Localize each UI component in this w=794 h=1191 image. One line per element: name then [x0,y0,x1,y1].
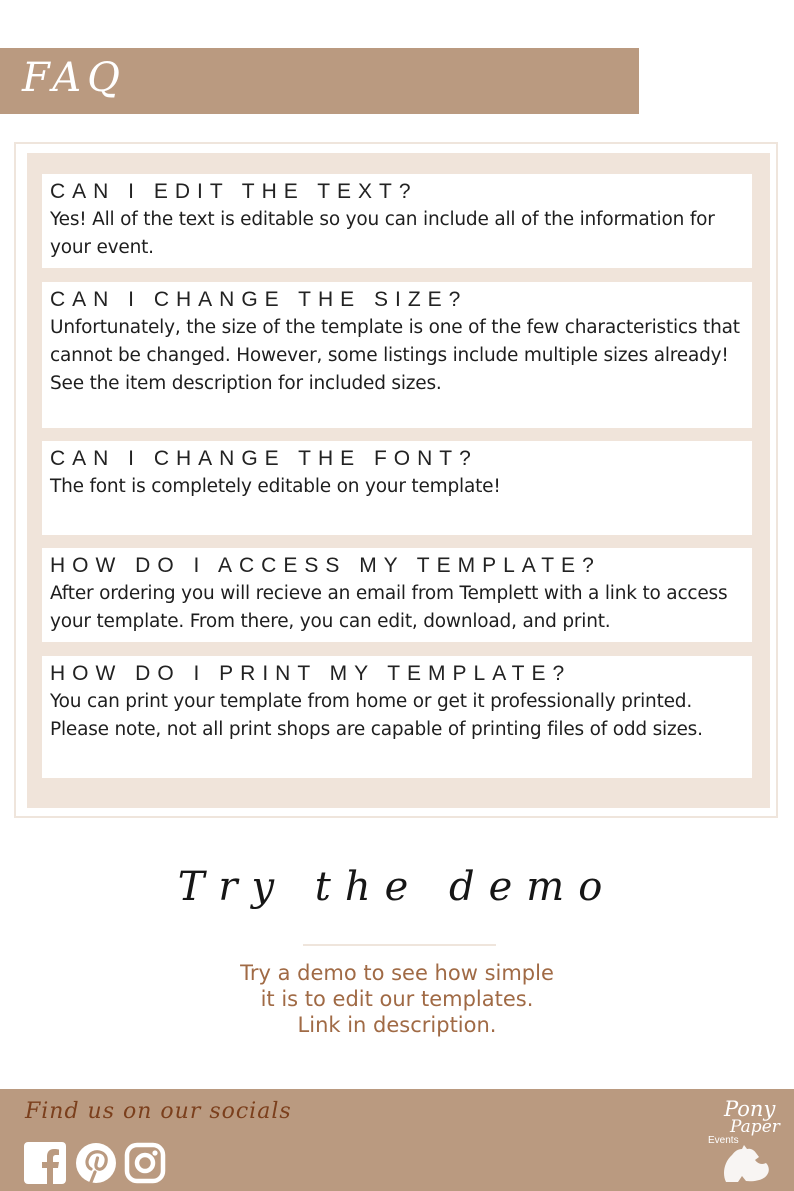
faq-question: CAN I CHANGE THE SIZE? [50,288,468,311]
faq-card-change-size [42,282,752,428]
faq-title: FAQ [22,55,126,101]
faq-card-print-template [42,656,752,778]
brand-logo-mid: Paper [730,1117,780,1137]
faq-answer: After ordering you will recieve an email from Templett with a link to access your template. From there, you can edit, download, and print. [50,583,728,632]
demo-divider [303,944,496,946]
faq-card-edit-text [42,174,752,268]
facebook-icon[interactable] [24,1142,66,1184]
brand-logo-top: Pony [724,1097,776,1121]
faq-answer: The font is completely editable on your template! [50,476,501,497]
faq-question: CAN I CHANGE THE FONT? [50,447,478,470]
pinterest-icon[interactable] [74,1142,118,1184]
faq-question: CAN I EDIT THE TEXT? [50,180,418,203]
brand-logo-bottom: Events [708,1135,739,1146]
demo-line: it is to edit our templates. [260,987,534,1011]
faq-answer: Unfortunately, the size of the template is one of the few characteristics that cannot be changed. However, some listings include multiple sizes already! See the item description for included sizes. [50,317,740,394]
demo-description [0,960,794,1038]
socials-label: Find us on our socials [25,1099,292,1124]
faq-card-change-font [42,441,752,535]
pony-icon [724,1145,769,1182]
faq-answer: You can print your template from home or get it professionally printed. Please note, not all print shops are capable of printing files of odd sizes. [50,691,703,740]
faq-answer: Yes! All of the text is editable so you can include all of the information for your event. [50,209,715,258]
faq-question: HOW DO I PRINT MY TEMPLATE? [50,662,572,685]
demo-title: Try the demo [177,864,617,910]
demo-line: Link in description. [297,1013,497,1037]
brand-logo [704,1094,786,1186]
instagram-icon[interactable] [124,1142,166,1184]
demo-line: Try a demo to see how simple [240,961,554,985]
faq-question: HOW DO I ACCESS MY TEMPLATE? [50,554,601,577]
faq-card-access-template [42,548,752,642]
